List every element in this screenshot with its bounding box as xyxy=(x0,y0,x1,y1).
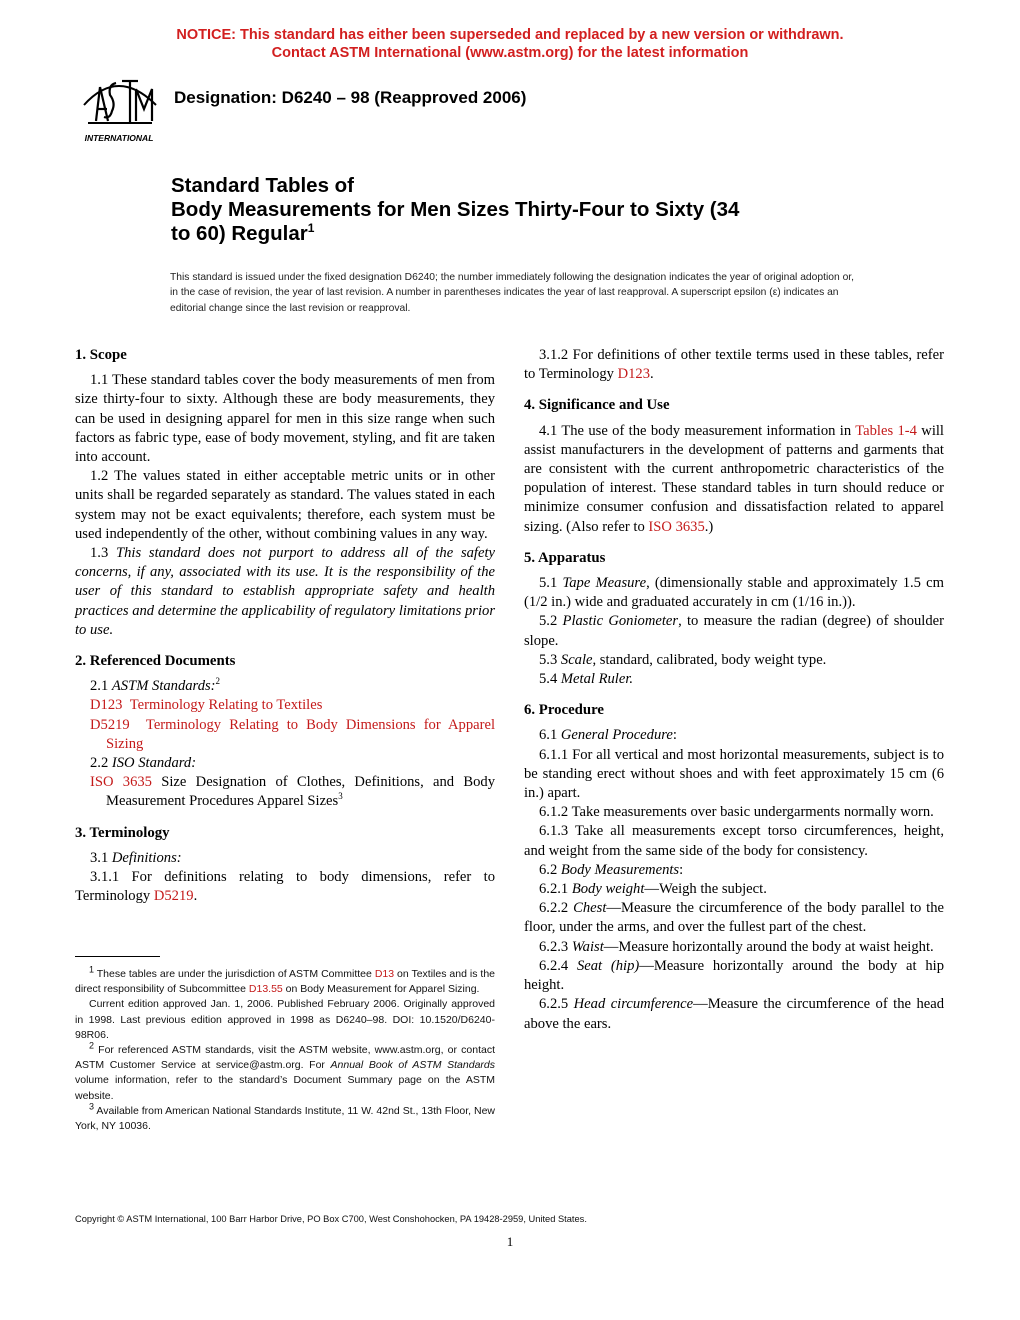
paragraph-2-1: 2.1 ASTM Standards:$^2$ xyxy=(90,676,221,695)
paragraph-6-2-4: 6.2.4 Seat (hip)—Measure horizontally around the body at hip height. xyxy=(524,957,944,994)
paragraph-3-1-2: 3.1.2 For definitions of other textile terms used in these tables, refer to Terminology D123. xyxy=(524,347,944,383)
withdrawal-notice xyxy=(0,26,1020,62)
paragraph-1-1: 1.1 These standard tables cover the body measurements of men from size thirty-four to sixty. Although these are body measurements, they can be used in designing apparel for men in this size range when such factors as fabric type, ease of body movement, styling, and fit are taken into account. xyxy=(75,372,495,466)
footnote-2: $^2$ For referenced ASTM standards, visit the ASTM website, www.astm.org, or contact ASTM Customer Service at service@astm.org. For Annual Book of ASTM Standards volume information, refer to the standard’s Document Summary page on the ASTM website. xyxy=(75,1040,495,1102)
reference-iso3635: ISO 3635 Size Designation of Clothes, Definitions, and Body Measurement Procedures Apparel Sizes$^3$ xyxy=(90,774,495,810)
link-d123[interactable]: D123 xyxy=(90,697,123,714)
paragraph-5-4: 5.4 Metal Ruler. xyxy=(539,671,634,688)
link-d123-inline[interactable]: D123 xyxy=(617,366,650,383)
section-heading-apparatus: 5. Apparatus xyxy=(524,549,606,566)
paragraph-5-2: 5.2 Plastic Goniometer, to measure the radian (degree) of shoulder slope. xyxy=(524,613,944,649)
link-d5219-inline[interactable]: D5219 xyxy=(153,888,194,905)
paragraph-6-1-3: 6.1.3 Take all measurements except torso circumferences, height, and weight from the same side of the body for consistency. xyxy=(524,823,944,859)
paragraph-4-1: 4.1 The use of the body measurement information in Tables 1-4 will assist manufacturers in the development of patterns and garments that are consistent with the current anthropometric characteristics of the population of interest. These standard tables in turn should reduce or minimize consumer confusion and dissatisfaction related to apparel sizing. (Also refer to ISO 3635.) xyxy=(524,422,944,535)
designation: Designation: D6240 – 98 (Reapproved 2006) xyxy=(174,88,527,107)
footnote-3: $^3$ Available from American National Standards Institute, 11 W. 42nd St., 13th Floor, New York, NY 10036. xyxy=(75,1101,495,1133)
left-column xyxy=(75,346,495,906)
title-line-1: Standard Tables of xyxy=(171,174,355,197)
paragraph-6-2: 6.2 Body Measurements: xyxy=(539,861,684,878)
copyright: Copyright © ASTM International, 100 Barr Harbor Drive, PO Box C700, West Conshohocken, PA 19428-2959, United States. xyxy=(75,1214,587,1224)
section-heading-significance: 4. Significance and Use xyxy=(524,397,670,414)
title-line-3: to 60) Regular$^1$ xyxy=(171,221,315,245)
paragraph-6-2-5: 6.2.5 Head circumference—Measure the circumference of the head above the ears. xyxy=(524,996,944,1032)
reference-d5219 xyxy=(75,716,495,754)
paragraph-5-3: 5.3 Scale, standard, calibrated, body weight type. xyxy=(539,651,827,668)
astm-logo-icon xyxy=(78,75,160,147)
link-iso3635-inline[interactable]: ISO 3635 xyxy=(648,518,705,535)
link-d13[interactable]: D13 xyxy=(374,968,395,980)
paragraph-2-2: 2.2 ISO Standard: xyxy=(90,755,197,772)
footnote-1: $^1$ These tables are under the jurisdiction of ASTM Committee D13 on Textiles and is the direct responsibility of Subcommittee D13.55 on Body Measurement for Apparel Sizing. xyxy=(75,964,495,996)
paragraph-3-1: 3.1 Definitions: xyxy=(90,849,182,866)
page-number: 1 xyxy=(506,1234,514,1249)
page-title xyxy=(171,174,871,246)
notice-line-1: NOTICE: This standard has either been superseded and replaced by a new version or withdrawn. xyxy=(176,27,844,43)
paragraph-3-1-1: 3.1.1 For definitions relating to body dimensions, refer to Terminology D5219. xyxy=(75,869,495,905)
title-line-2: Body Measurements for Men Sizes Thirty-Four to Sixty (34 xyxy=(171,198,740,221)
link-d123-title[interactable]: Terminology Relating to Textiles xyxy=(129,697,323,714)
issue-note: This standard is issued under the fixed designation D6240; the number immediately following the designation indicates the year of original adoption or, in the case of revision, the year of last revision. A number in parentheses indicates the year of last reapproval. A superscript epsilon (ε) indicates an editorial change since the last revision or reapproval. xyxy=(170,272,855,314)
paragraph-6-1-2: 6.1.2 Take measurements over basic undergarments normally worn. xyxy=(539,804,934,821)
paragraph-6-2-3: 6.2.3 Waist—Measure horizontally around the body at waist height. xyxy=(539,938,934,955)
section-heading-terminology: 3. Terminology xyxy=(75,824,170,841)
paragraph-6-1-1: 6.1.1 For all vertical and most horizontal measurements, subject is to be standing erect without shoes and with feet approximately 15 cm (6 in.) apart. xyxy=(524,746,944,802)
paragraph-6-1: 6.1 General Procedure: xyxy=(539,727,677,744)
title-footnote-mark: 1 xyxy=(307,221,315,236)
section-heading-procedure: 6. Procedure xyxy=(524,702,604,719)
paragraph-6-2-2: 6.2.2 Chest—Measure the circumference of the body parallel to the floor, under the arms, and over the fullest part of the chest. xyxy=(524,900,945,936)
paragraph-1-3: 1.3 This standard does not purport to address all of the safety concerns, if any, associated with its use. It is the responsibility of the user of this standard to establish appropriate safety and health practices and determine the applicability of regulatory limitations prior to use. xyxy=(75,545,495,638)
footnote-edition: Current edition approved Jan. 1, 2006. Published February 2006. Originally approved in 1998. Last previous edition approved in 1998 as D6240–98. DOI: 10.1520/D6240-98R06. xyxy=(75,998,495,1041)
link-d5219-title[interactable]: Terminology Relating to Body Dimensions for Apparel Sizing xyxy=(106,716,496,752)
section-heading-referenced: 2. Referenced Documents xyxy=(75,653,236,670)
link-tables[interactable]: Tables 1-4 xyxy=(855,422,917,439)
reference-d123 xyxy=(75,696,495,715)
link-d5219[interactable]: D5219 xyxy=(90,716,130,733)
logo-text: INTERNATIONAL xyxy=(84,133,154,143)
link-d13-55[interactable]: D13.55 xyxy=(248,983,283,996)
notice-line-2: Contact ASTM International (www.astm.org) for the latest information xyxy=(271,45,749,61)
link-iso3635[interactable]: ISO 3635 xyxy=(90,774,152,791)
section-heading-scope: 1. Scope xyxy=(75,347,127,363)
right-column xyxy=(524,346,944,1034)
paragraph-1-2: 1.2 The values stated in either acceptable metric units or in other units shall be regarded separately as standard. The values stated in each system may not be exact equivalents; therefore, each system must be used independently of the other, without combining values in any way. xyxy=(75,468,495,542)
paragraph-5-1: 5.1 Tape Measure, (dimensionally stable and approximately 1.5 cm (1/2 in.) wide and graduated accurately in cm (1/16 in.)). xyxy=(524,575,945,611)
footnote-divider xyxy=(75,956,160,957)
footnotes xyxy=(75,964,495,1134)
paragraph-6-2-1: 6.2.1 Body weight—Weigh the subject. xyxy=(539,881,767,898)
